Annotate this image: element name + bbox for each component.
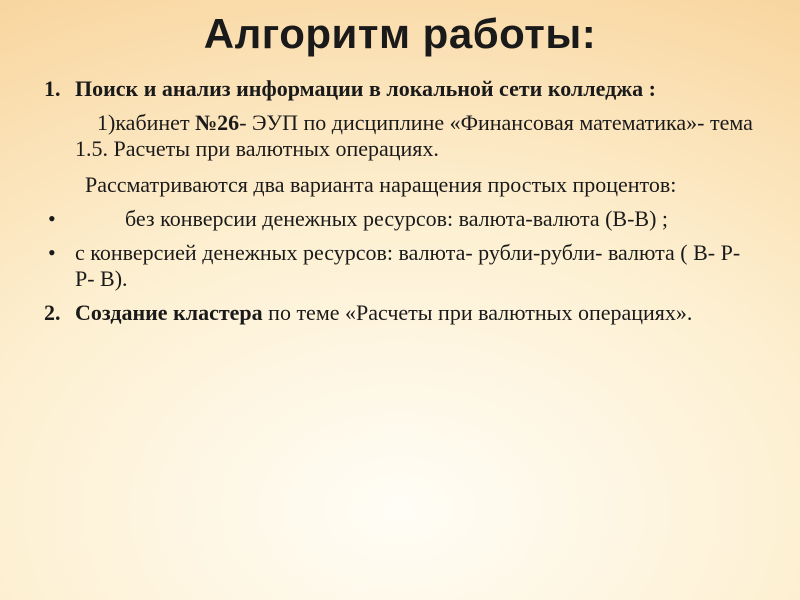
bullet-item-2-text: с конверсией денежных ресурсов: валюта- рубли-рубли- валюта ( В- Р- Р- В). — [75, 240, 741, 291]
list-item-2 — [0, 300, 800, 326]
list-item-1 — [0, 76, 800, 102]
list-number-2: 2. — [44, 300, 61, 325]
variants-paragraph — [0, 172, 800, 198]
slide-title: Алгоритм работы: — [203, 10, 597, 57]
list-item-1-text: Поиск и анализ информации в локальной сети колледжа : — [75, 76, 657, 101]
cabinet-description: - ЭУП по дисциплине «Финансовая математика»- тема 1.5. Расчеты при валютных операциях. — [75, 110, 753, 161]
cabinet-prefix: 1)кабинет — [97, 110, 196, 135]
bullet-marker: • — [48, 206, 56, 231]
bullet-item-1-text: без конверсии денежных ресурсов: валюта-валюта (В-В) ; — [125, 206, 669, 231]
list-item-2-bold: Создание кластера — [75, 300, 263, 325]
bullet-item-1 — [0, 206, 800, 232]
bullet-item-2 — [0, 240, 800, 292]
bullet-marker: • — [48, 240, 56, 265]
cabinet-paragraph — [0, 110, 800, 162]
slide-body — [0, 70, 800, 326]
list-item-2-text: по теме «Расчеты при валютных операциях». — [262, 300, 693, 325]
cabinet-number: №26 — [195, 110, 240, 135]
list-number-1: 1. — [44, 76, 61, 101]
variants-text: Рассматриваются два варианта наращения простых процентов: — [85, 172, 677, 197]
